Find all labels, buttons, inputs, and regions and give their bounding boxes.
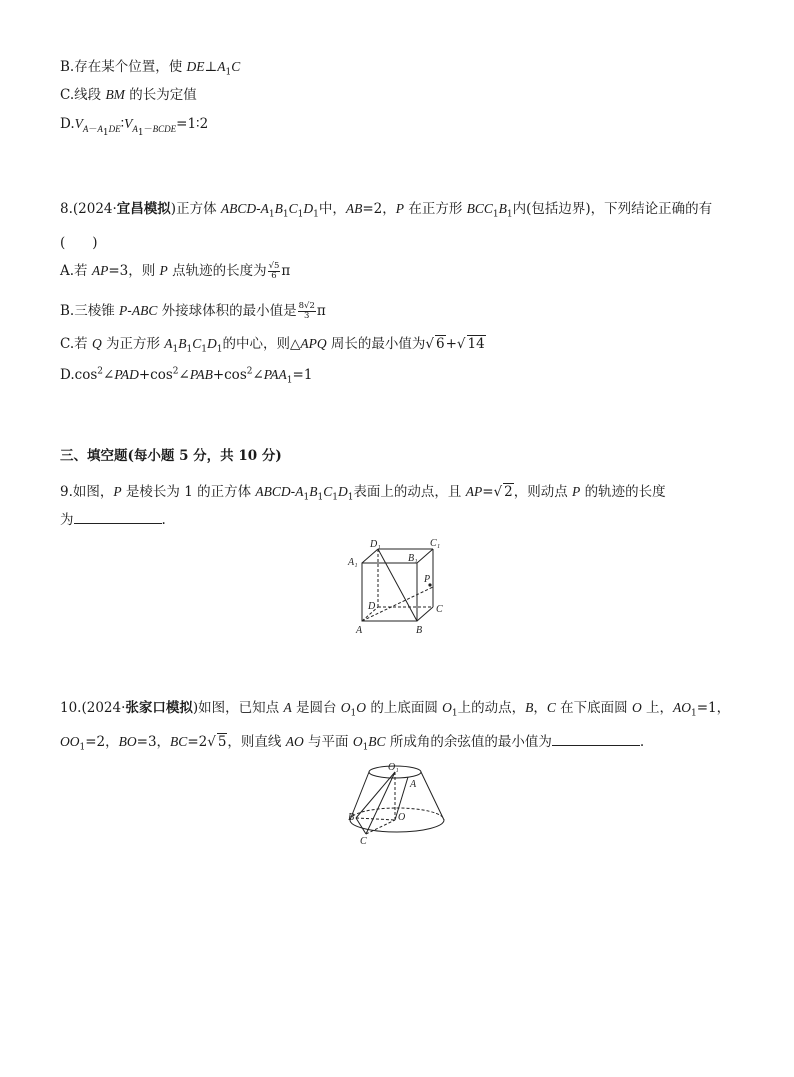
q8-option-a: A.若 AP=3，则 P 点轨迹的长度为 $\frac{√5}{6}$ π [60,261,291,281]
label-a: A [410,779,417,790]
q8-option-b: B.三棱锥 P-ABC 外接球体积的最小值是 $\frac{8√2}{3}$ π [60,301,326,321]
q10-stem-2: $OO_1=2$，BO=3，BC=2√ 5，则直线 AO 与平面 $O_1BC$ 所成角的余弦值的最小值为 . [60,734,645,753]
label-d1: D₁ [370,539,381,550]
label-a: A [356,625,363,636]
label-c: C [436,604,443,615]
q8-option-c: C.若 Q 为正方形 $A_1B_1C_1D_1$的中心，则△APQ 周长的最小值为√ 6+√ 14 [60,336,485,355]
q9-blank-line: 为 . [60,512,166,528]
label-o: O [398,812,406,823]
section-heading: 三、填空题(每小题 5 分，共 10 分) [60,448,282,464]
answer-blank[interactable] [552,733,640,746]
q7-option-d: $D.V_{A-A_1DE}∶V_{A_1-BCDE}=1∶2$ [60,116,209,138]
q8-stem: 8.(2024·宜昌模拟)正方体 ABCD-$A_1B_1C_1D_1$中，AB=2，P 在正方形 $BCC_1B_1$内(包括边界)，下列结论正确的有 [60,201,713,220]
label-o1: O₁ [388,762,399,773]
label-b: B [348,812,355,823]
label-b1: B₁ [408,553,418,564]
label-p: P [424,574,431,585]
q9-stem: 9.如图，P 是棱长为 1 的正方体 ABCD-$A_1B_1C_1D_1$表面上的动点，且 AP=√ 2，则动点 P 的轨迹的长度 [60,484,666,503]
cube-figure [340,535,460,640]
label-b: B [416,625,423,636]
frustum-figure [340,760,460,848]
q7-option-b: B.存在某个位置，使 $DE\perp A_1C$ [60,59,241,78]
label-c: C [360,836,367,847]
label-a1: A₁ [348,557,358,568]
label-c1: C₁ [430,538,441,549]
q8-answer-paren: ( ) [60,235,98,251]
answer-blank[interactable] [74,511,162,524]
q8-option-d: $D.\cos^2\angle PAD+\cos^2\angle PAB+\cos^2\angle PAA_1=1$ [60,366,313,386]
q7-option-c: C.线段 BM 的长为定值 [60,87,197,103]
label-d: D [368,601,376,612]
q10-stem: 10.(2024·张家口模拟)如图，已知点 A 是圆台 $O_1O$ 的上底面圆 $O_1$上的动点，B，C 在下底面圆 O 上，$AO_1=1$， [60,700,731,719]
